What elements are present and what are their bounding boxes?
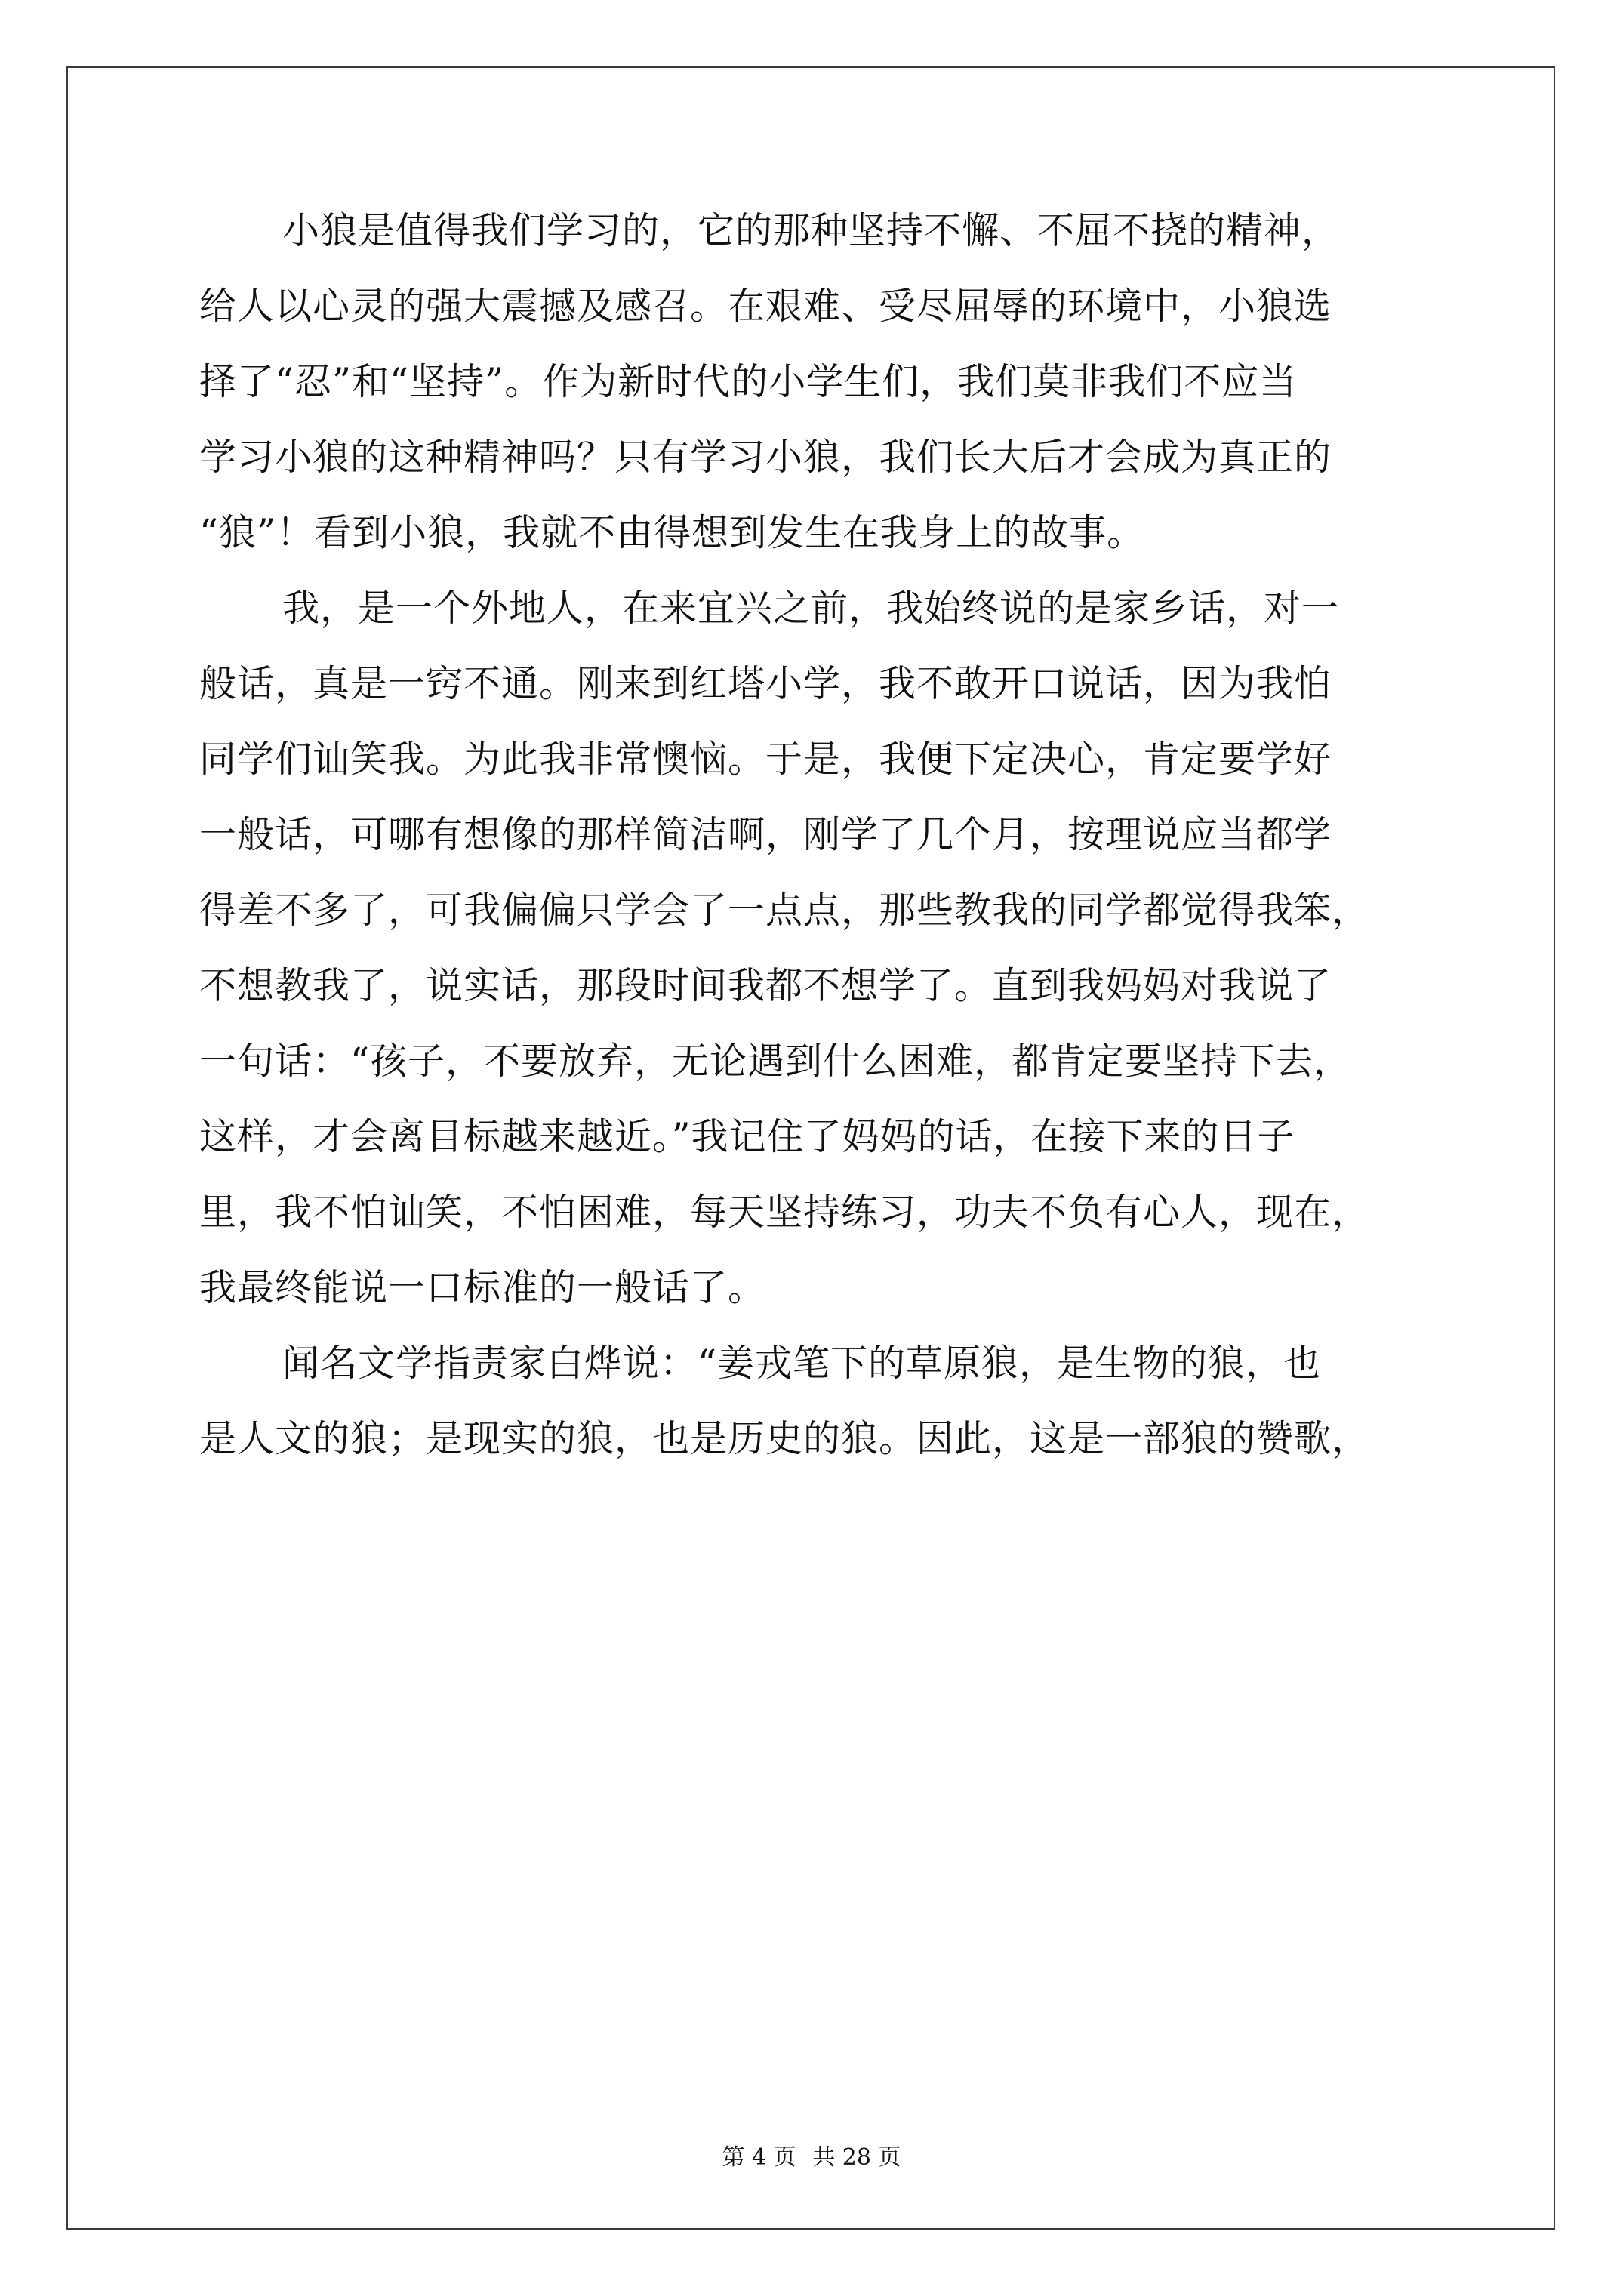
paragraph-line: 般话，真是一窍不通。刚来到红塔小学，我不敢开口说话，因为我怕 <box>199 662 1332 705</box>
paragraph-line: 里，我不怕讪笑，不怕困难，每天坚持练习，功夫不负有心人，现在， <box>199 1191 1370 1234</box>
document-body <box>199 208 1467 1462</box>
page-footer <box>0 2144 1623 2171</box>
paragraph-line: 给人以心灵的强大震撼及感召。在艰难、受尽屈辱的环境中，小狼选 <box>199 285 1332 328</box>
paragraph-line: 不想教我了，说实话，那段时间我都不想学了。直到我妈妈对我说了 <box>199 964 1332 1007</box>
paragraph-line: 闻名文学指责家白烨说：“姜戎笔下的草原狼，是生物的狼，也 <box>282 1342 1322 1385</box>
paragraph-line: 我最终能说一口标准的一般话了。 <box>199 1266 766 1309</box>
paragraph-line: 一句话：“孩子，不要放弃，无论遇到什么困难，都肯定要坚持下去， <box>199 1040 1352 1083</box>
paragraph-line: 这样，才会离目标越来越近。”我记住了妈妈的话，在接下来的日子 <box>199 1115 1295 1158</box>
paragraph-line: 小狼是值得我们学习的，它的那种坚持不懈、不屈不挠的精神， <box>282 209 1340 252</box>
paragraph-line: 我，是一个外地人，在来宜兴之前，我始终说的是家乡话，对一 <box>282 587 1340 630</box>
paragraph-line: 一般话，可哪有想像的那样简洁啊，刚学了几个月，按理说应当都学 <box>199 813 1332 856</box>
paragraph-line: 择了“忍”和“坚持”。作为新时代的小学生们，我们莫非我们不应当 <box>199 360 1298 403</box>
page-total: 共 28 页 <box>812 2144 901 2171</box>
paragraph-line: 学习小狼的这种精神吗？只有学习小狼，我们长大后才会成为真正的 <box>199 436 1332 479</box>
paragraph-line: 同学们讪笑我。为此我非常懊恼。于是，我便下定决心，肯定要学好 <box>199 738 1332 781</box>
page-number: 第 4 页 <box>722 2144 796 2171</box>
paragraph-line: 是人文的狼；是现实的狼，也是历史的狼。因此，这是一部狼的赞歌， <box>199 1417 1370 1460</box>
paragraph-line: “狼”！看到小狼，我就不由得想到发生在我身上的故事。 <box>199 511 1145 554</box>
paragraph-line: 得差不多了，可我偏偏只学会了一点点，那些教我的同学都觉得我笨， <box>199 889 1370 932</box>
